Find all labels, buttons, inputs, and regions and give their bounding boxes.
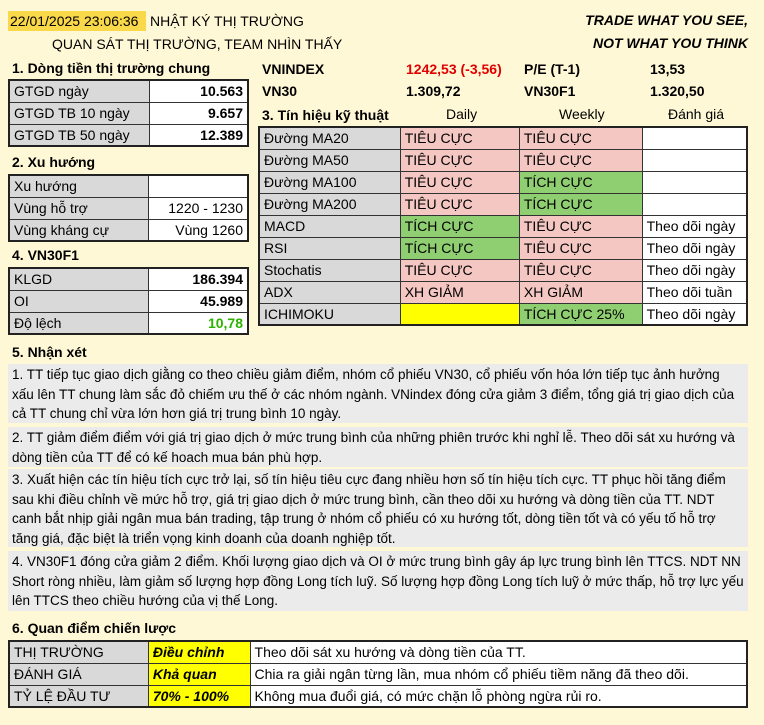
table-row [9, 268, 248, 290]
table-row [259, 281, 747, 303]
trend-table [8, 174, 249, 242]
note-1: 1. TT tiếp tục giao dịch giằng co theo chiều giảm điểm, nhóm cổ phiếu VN30, cổ phiếu vốn hóa lớn tiếp tục ảnh hưởng xấu lên TT chung làm sắc đỏ chiếm ưu thế ở các nhóm ngành. VNindex đóng cửa giảm 3 điểm, tổng giá trị giao dịch của cả TT chung chỉ vừa lớn hơn giá trị trung bình 10 ngày. [8, 364, 748, 423]
signal-weekly: TÍCH CỰC [519, 193, 642, 215]
strategy-value: 70% - 100% [148, 685, 250, 707]
signal-name: Đường MA50 [259, 149, 400, 171]
table-row [259, 149, 747, 171]
note-2: 2. TT giảm điểm điểm với giá trị giao dịch ở mức trung bình của những phiên trước khi nghỉ lễ. Theo dõi sát xu hướng và dòng tiền của TT để có kế hoach mua bán phù hợp. [8, 427, 748, 467]
table-row [259, 127, 747, 149]
signal-eval: Theo dõi ngày [642, 259, 747, 281]
signal-weekly: TÍCH CỰC 25% [519, 303, 642, 325]
section-1-title: 1. Dòng tiền thị trường chung [12, 60, 211, 76]
signal-daily [400, 303, 519, 325]
deviation-value: 10,78 [149, 312, 248, 334]
signal-weekly: XH GIẢM [519, 281, 642, 303]
signal-eval [642, 127, 747, 149]
signal-daily: TIÊU CỰC [400, 193, 519, 215]
signal-weekly: TIÊU CỰC [519, 237, 642, 259]
signal-eval: Theo dõi ngày [642, 215, 747, 237]
slogan-line2: NOT WHAT YOU THINK [592, 35, 748, 51]
row-label: KLGD [9, 268, 149, 290]
row-label: GTGD ngày [9, 80, 150, 102]
table-row [9, 124, 248, 146]
signal-name: Đường MA200 [259, 193, 400, 215]
signals-table [258, 126, 748, 326]
section-4-title: 4. VN30F1 [12, 247, 79, 263]
signal-daily: TIÊU CỰC [400, 171, 519, 193]
signal-weekly: TIÊU CỰC [519, 149, 642, 171]
table-row [259, 259, 747, 281]
vnindex-label: VNINDEX [262, 61, 325, 77]
signal-weekly: TIÊU CỰC [519, 259, 642, 281]
signal-daily: TIÊU CỰC [400, 259, 519, 281]
col-eval-header: Đánh giá [668, 106, 725, 122]
signal-name: Đường MA100 [259, 171, 400, 193]
row-value: 9.657 [150, 102, 249, 124]
slogan-line1: TRADE WHAT YOU SEE, [585, 12, 748, 28]
pe-label: P/E (T-1) [524, 61, 581, 77]
signal-name: ADX [259, 281, 400, 303]
section-5-title: 5. Nhận xét [12, 344, 87, 360]
signal-eval [642, 193, 747, 215]
section-6-title: 6. Quan điểm chiến lược [12, 620, 177, 636]
table-row [9, 663, 747, 685]
vn30-label: VN30 [262, 83, 298, 99]
table-row [9, 197, 248, 219]
strategy-label: THỊ TRƯỜNG [9, 641, 148, 663]
row-value: Vùng 1260 [149, 219, 248, 241]
row-value: 12.389 [150, 124, 249, 146]
signal-name: Stochatis [259, 259, 400, 281]
row-label: Vùng kháng cự [9, 219, 149, 241]
row-label: GTGD TB 50 ngày [9, 124, 150, 146]
pe-value: 13,53 [650, 61, 686, 77]
row-value: 10.563 [150, 80, 249, 102]
signal-daily: TÍCH CỰC [400, 237, 519, 259]
row-label: Vùng hỗ trợ [9, 197, 149, 219]
table-row [9, 685, 747, 707]
table-row [9, 80, 248, 102]
strategy-label: ĐÁNH GIÁ [9, 663, 148, 685]
report-datetime: 22/01/2025 23:06:36 [8, 11, 146, 31]
table-row [9, 641, 747, 663]
row-label: Độ lệch [9, 312, 149, 334]
vn30f1-table [8, 267, 249, 335]
table-row [9, 312, 248, 334]
signal-eval [642, 171, 747, 193]
report-subtitle: QUAN SÁT THỊ TRƯỜNG, TEAM NHÌN THẤY [52, 36, 343, 52]
note-4: 4. VN30F1 đóng cửa giảm 2 điểm. Khối lượng giao dịch và OI ở mức trung bình gây áp lực trung bình lên TTCS. NDT NN Short ròng nhiều, làm giảm số lượng hợp đồng Long tích luỹ. Số lượng hợp đồng Long tích luỹ ở mức thấp, hỗ trợ lực yếu lên TTCS theo chiều hướng của vị thế Long. [8, 551, 748, 611]
section-2-title: 2. Xu hướng [12, 154, 96, 170]
signal-eval [642, 149, 747, 171]
strategy-desc: Không mua đuổi giá, có mức chặn lỗ phòng ngừa rủi ro. [250, 685, 747, 707]
table-row [259, 171, 747, 193]
strategy-desc: Chia ra giải ngân từng lần, mua nhóm cổ phiếu tiềm năng đã theo dõi. [250, 663, 747, 685]
table-row [9, 102, 248, 124]
table-row [259, 303, 747, 325]
note-3: 3. Xuất hiện các tín hiệu tích cực trở lại, số tín hiệu tiêu cực đang nhiều hơn số tín hiệu tích cực. TT phục hồi tăng điểm sau khi điều chỉnh về mức hỗ trợ, giá trị giao dịch ở mức trung bình, cần theo dõi xu hướng và dòng tiền của TT. NDT canh bắt nhịp giải ngân mua bán trading, tập trung ở nhóm cổ phiếu có xu hướng tốt, dòng tiền tốt và có yếu tố hỗ trợ tăng giá, đặc biệt là triển vọng kinh doanh của doanh nghiệp tốt. [8, 469, 748, 547]
report-title: NHẬT KÝ THỊ TRƯỜNG [150, 13, 304, 29]
table-row [9, 175, 248, 197]
row-label: GTGD TB 10 ngày [9, 102, 150, 124]
col-daily-header: Daily [446, 106, 478, 122]
signal-name: RSI [259, 237, 400, 259]
section-3-title: 3. Tín hiệu kỹ thuật [262, 107, 389, 123]
table-row [259, 237, 747, 259]
signal-weekly: TÍCH CỰC [519, 171, 642, 193]
signal-daily: TIÊU CỰC [400, 149, 519, 171]
table-row [9, 290, 248, 312]
row-value: 186.394 [149, 268, 248, 290]
signal-daily: TIÊU CỰC [400, 127, 519, 149]
signal-daily: XH GIẢM [400, 281, 519, 303]
signal-daily: TÍCH CỰC [400, 215, 519, 237]
signal-eval: Theo dõi ngày [642, 303, 747, 325]
row-value: 1220 - 1230 [149, 197, 248, 219]
signal-name: Đường MA20 [259, 127, 400, 149]
table-row [259, 193, 747, 215]
table-row [259, 215, 747, 237]
strategy-value: Điều chỉnh [148, 641, 250, 663]
row-value: 45.989 [149, 290, 248, 312]
signal-name: ICHIMOKU [259, 303, 400, 325]
col-weekly-header: Weekly [559, 106, 605, 122]
strategy-desc: Theo dõi sát xu hướng và dòng tiền của TT. [250, 641, 747, 663]
vn30f1-label: VN30F1 [524, 83, 576, 99]
row-label: OI [9, 290, 149, 312]
signal-name: MACD [259, 215, 400, 237]
row-label: Xu hướng [9, 175, 149, 197]
vnindex-value: 1242,53 (-3,56) [406, 61, 502, 77]
signal-eval: Theo dõi ngày [642, 237, 747, 259]
strategy-table [8, 640, 748, 708]
signal-eval: Theo dõi tuần [642, 281, 747, 303]
strategy-value: Khả quan [148, 663, 250, 685]
cashflow-table [8, 79, 249, 147]
row-value [149, 175, 248, 197]
strategy-label: TỶ LỆ ĐẦU TƯ [9, 685, 148, 707]
signal-weekly: TIÊU CỰC [519, 215, 642, 237]
vn30f1-value: 1.320,50 [650, 83, 705, 99]
vn30-value: 1.309,72 [406, 83, 461, 99]
signal-weekly: TIÊU CỰC [519, 127, 642, 149]
table-row [9, 219, 248, 241]
